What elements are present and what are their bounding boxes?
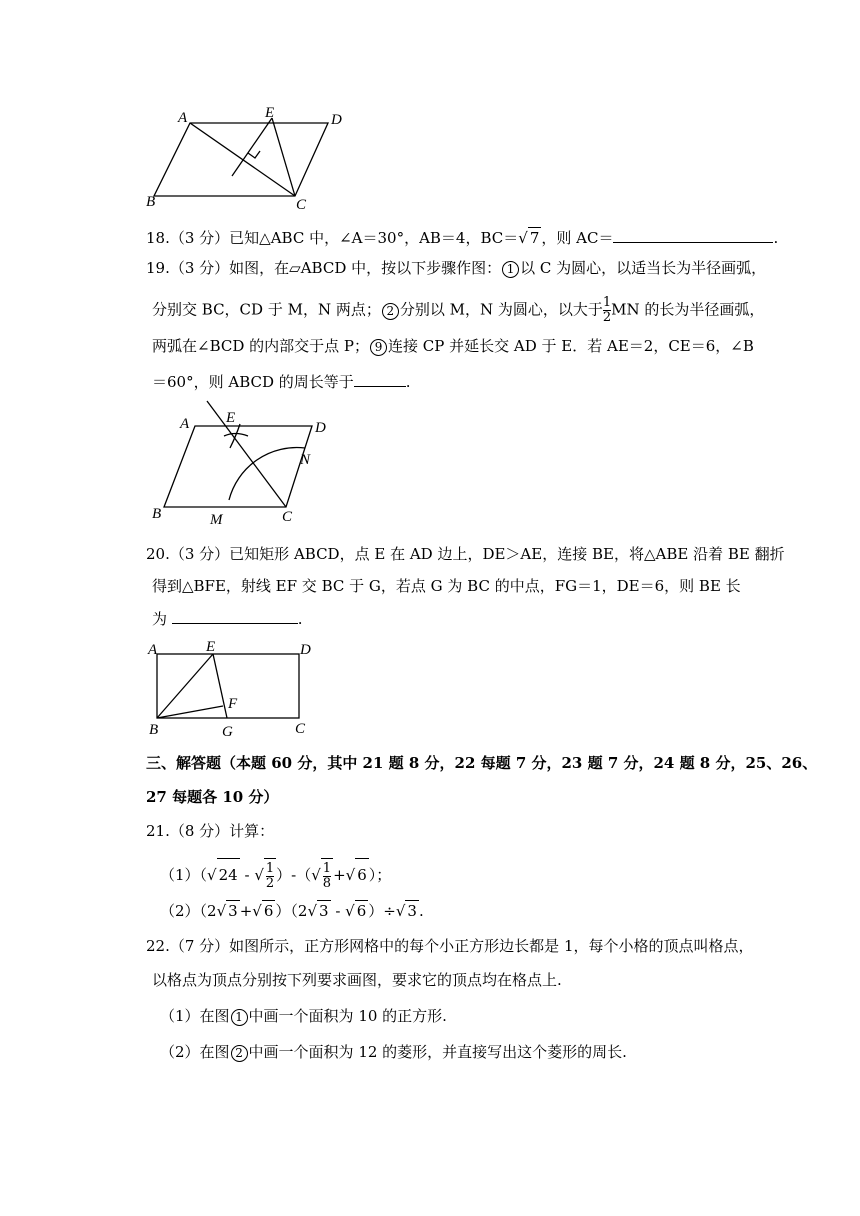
q19-line3a: 两弧在∠BCD 的内部交于点 P； xyxy=(152,337,370,355)
question-19-line2 xyxy=(152,296,764,325)
label-C: C xyxy=(296,197,307,212)
q21-p1-end: ）； xyxy=(368,866,392,884)
q19-line3b: 连接 CP 并延长交 AD 于 E．若 AE＝2，CE＝6，∠B xyxy=(388,337,754,355)
q22-line1: 如图所示，正方形网格中的每个小正方形边长都是 1，每个小格的顶点叫格点， xyxy=(229,937,754,955)
minus-sign: - xyxy=(239,866,255,884)
radical-one-eighth: $\frac{1}{8}$ xyxy=(321,858,333,891)
q22-number: 22. xyxy=(146,937,170,955)
question-20-line3 xyxy=(152,607,303,629)
minus-sign: - xyxy=(330,902,346,920)
question-19-line1 xyxy=(146,258,766,278)
label-B: B xyxy=(149,722,159,738)
q22-part-2 xyxy=(160,1042,627,1062)
label-E: E xyxy=(206,639,216,655)
q19-step2b: MN 的长为半径画弧， xyxy=(611,300,765,319)
label-N: N xyxy=(300,452,311,468)
label-G: G xyxy=(222,724,233,740)
q21-p1-label: （1）（ xyxy=(160,866,208,884)
q20-score: （3 分） xyxy=(169,545,230,563)
q18-number: 18. xyxy=(146,229,170,247)
radical-3: 3 xyxy=(228,902,238,920)
q20-number: 20. xyxy=(146,545,170,563)
label-C: C xyxy=(295,721,306,737)
label-C: C xyxy=(282,509,293,525)
label-E: E xyxy=(265,105,275,121)
q22-p2a: （2）在图 xyxy=(160,1043,230,1061)
q21-p1-mid: ）-（ xyxy=(276,866,312,884)
radical-6: 6 xyxy=(355,858,369,891)
question-18: 18.（3 分）已知△ABC 中，∠A＝30°，AB＝4，BC＝√ 7 ，则 AC＝ . xyxy=(146,226,778,248)
figure-1-circle: 1 xyxy=(231,1009,248,1026)
question-22-line2: 以格点为顶点分别按下列要求画图，要求它的顶点均在格点上. xyxy=(152,971,562,989)
q22-p1a: （1）在图 xyxy=(160,1007,230,1025)
q19-answer-blank[interactable] xyxy=(354,370,406,387)
label-M: M xyxy=(210,512,223,526)
q19-end: . xyxy=(405,373,411,391)
q21-part-1: （1）（√ 24 - √ $\frac{1}{2}$ ）-（√ $\frac{1}{8}$ +√ 6 ）； xyxy=(160,858,391,891)
figure-q19-construction xyxy=(140,396,340,526)
question-22-line1 xyxy=(146,936,754,956)
radical-6: 6 xyxy=(356,902,367,920)
q21-p2-label: （2）（2 xyxy=(160,902,217,920)
q19-line4: ＝60°，则 ABCD 的周长等于 xyxy=(152,373,354,391)
q18-text: 已知△ABC 中，∠A＝30°，AB＝4，BC＝ xyxy=(229,229,519,247)
plus-sign: + xyxy=(239,902,253,920)
q21-number: 21. xyxy=(146,822,170,840)
q21-text: 计算： xyxy=(229,822,275,840)
radical-6: 6 xyxy=(263,902,274,920)
q21-p2-mid: ）（2 xyxy=(275,902,308,920)
label-B: B xyxy=(146,194,156,210)
q18-end: . xyxy=(773,229,779,247)
q19-step1: 以 C 为圆心，以适当长为半径画弧， xyxy=(520,259,767,277)
q22-part-1 xyxy=(160,1006,447,1026)
q22-p1b: 中画一个面积为 10 的正方形. xyxy=(248,1007,447,1025)
q18-score: （3 分） xyxy=(169,229,230,247)
label-A: A xyxy=(178,110,188,126)
question-20-line1 xyxy=(146,544,785,564)
q21-part-2: （2）（2√ 3 +√ 6 ）（2√ 3 - √ 6 ）÷√ 3 . xyxy=(160,902,424,920)
q20-answer-blank[interactable] xyxy=(172,607,298,624)
q20-line3: 为 xyxy=(152,610,168,628)
q22-score: （7 分） xyxy=(169,937,230,955)
label-A: A xyxy=(180,416,190,432)
question-19-line3 xyxy=(152,336,754,356)
step-3-circle: 9 xyxy=(370,339,387,356)
q22-p2b: 中画一个面积为 12 的菱形，并直接写出这个菱形的周长. xyxy=(248,1043,627,1061)
q21-p2-end: . xyxy=(418,902,424,920)
question-21 xyxy=(146,821,274,841)
section-3-heading-line1: 三、解答题（本题 60 分，其中 21 题 8 分，22 每题 7 分，23 题 7 分，24 题 8 分，25、26、 xyxy=(146,754,818,772)
q20-end: . xyxy=(297,610,303,628)
radical-one-half: $\frac{1}{2}$ xyxy=(264,858,276,891)
q20-line1: 已知矩形 ABCD，点 E 在 AD 边上，DE＞AE，连接 BE，将△ABE 沿着 BE 翻折 xyxy=(229,545,785,563)
q21-score: （8 分） xyxy=(169,822,230,840)
label-D: D xyxy=(300,642,311,658)
label-D: D xyxy=(331,112,342,128)
question-19-line4 xyxy=(152,370,411,392)
step-2-circle: 2 xyxy=(382,303,399,320)
radical-24: 24 xyxy=(217,858,240,891)
q19-line1: 如图，在▱ABCD 中，按以下步骤作图： xyxy=(229,259,502,277)
q18-answer-blank[interactable] xyxy=(613,226,773,243)
radical-3: 3 xyxy=(407,902,417,920)
q18-tail: ，则 AC＝ xyxy=(541,229,614,247)
divide-sign: ）÷ xyxy=(368,902,396,920)
step-1-circle: 1 xyxy=(502,261,519,278)
figure-q20-rectangle xyxy=(140,636,320,740)
radical-3: 3 xyxy=(319,902,329,920)
label-F: F xyxy=(228,696,238,712)
plus-sign: + xyxy=(333,866,346,884)
label-A: A xyxy=(148,642,158,658)
q19-score: （3 分） xyxy=(169,259,230,277)
figure-2-circle: 2 xyxy=(231,1045,248,1062)
q19-step2a: 分别以 M，N 为圆心，以大于 xyxy=(399,300,603,319)
label-D: D xyxy=(315,420,326,436)
question-20-line2 xyxy=(152,576,741,596)
q19-number: 19. xyxy=(146,259,170,277)
figure-q17-parallelogram xyxy=(140,100,360,212)
label-B: B xyxy=(152,506,162,522)
label-E: E xyxy=(226,410,236,426)
q20-line2: 得到△BFE，射线 EF 交 BC 于 G，若点 G 为 BC 的中点，FG＝1，DE＝6，则 BE 长 xyxy=(152,577,741,595)
fraction-one-half: $\frac{1}{2}$ xyxy=(602,295,612,325)
section-3-heading-line2: 27 每题各 10 分） xyxy=(146,788,279,806)
q18-radical: 7 xyxy=(529,229,540,247)
q19-line2: 分别交 BC，CD 于 M，N 两点； xyxy=(152,300,381,319)
